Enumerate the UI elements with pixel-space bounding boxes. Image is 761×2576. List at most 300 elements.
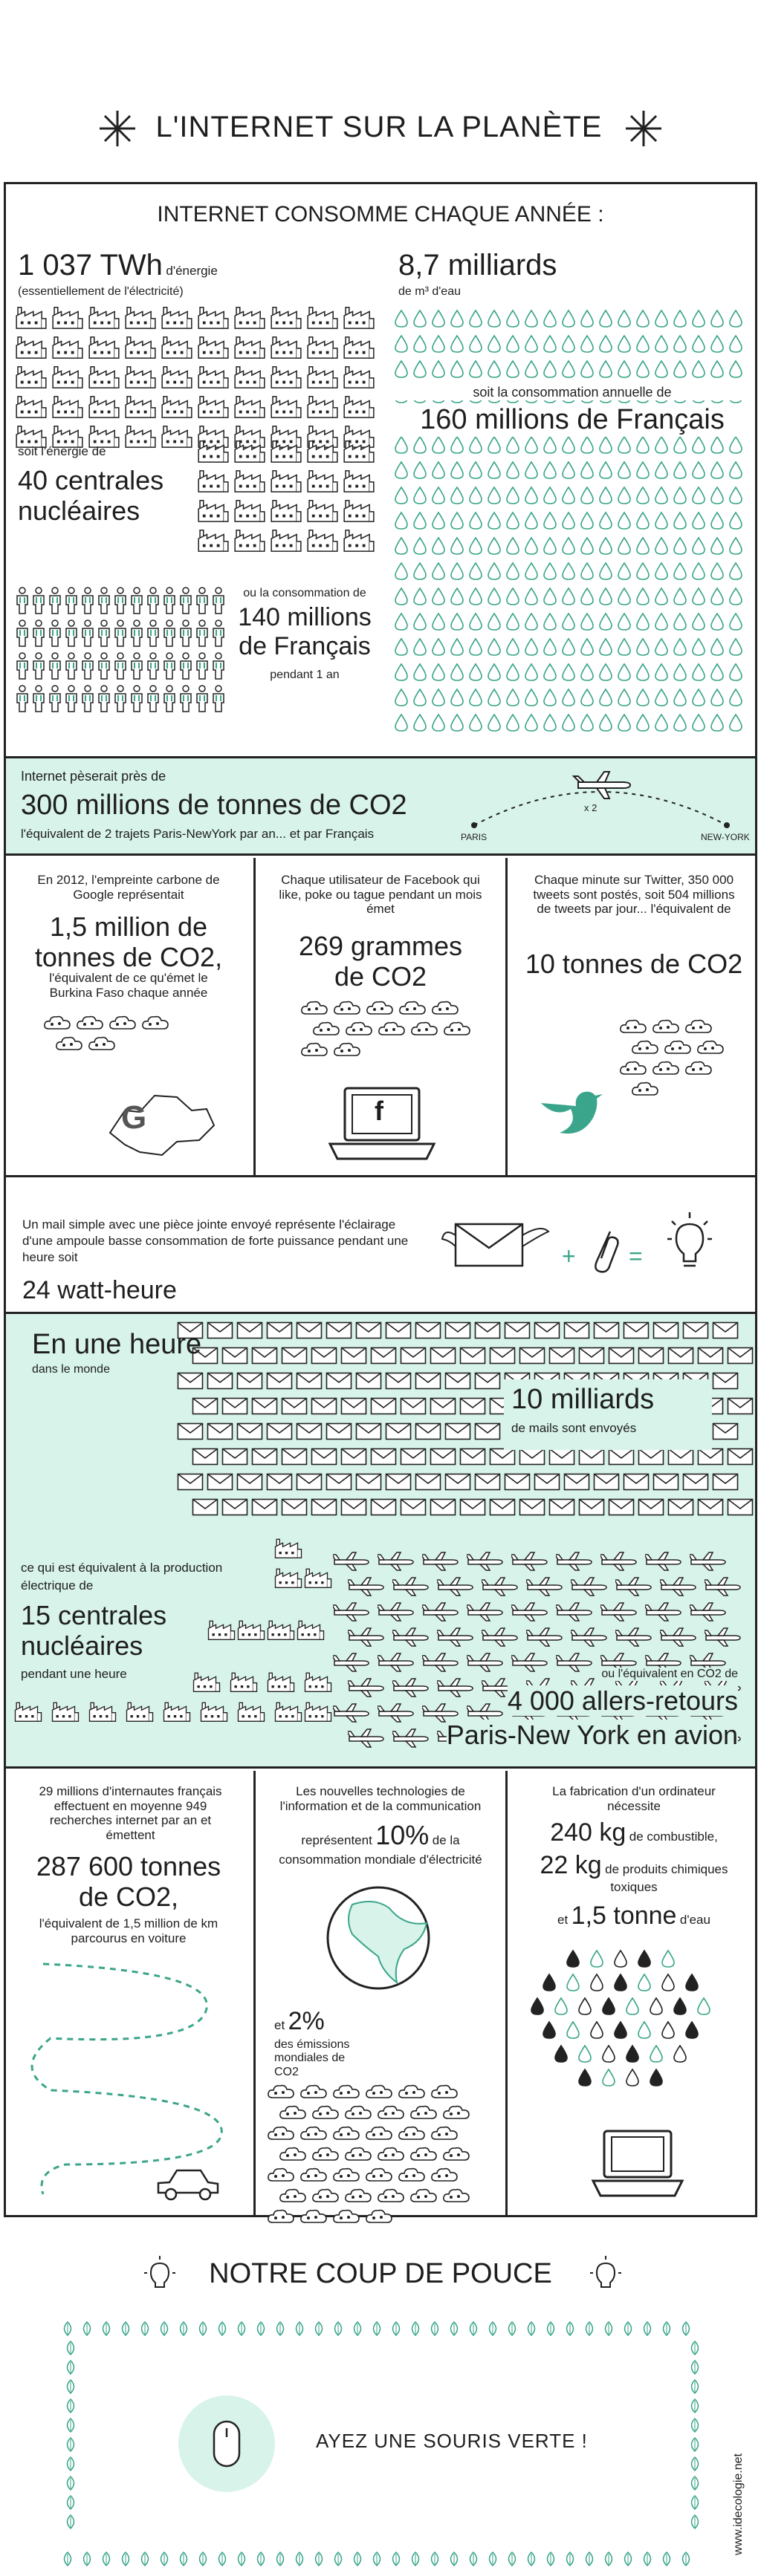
water-drop-icon	[654, 334, 669, 354]
factory-icon	[15, 305, 48, 330]
factory-icon	[343, 438, 375, 464]
water-drop-icon	[468, 612, 483, 631]
cloud-icon	[332, 2166, 360, 2182]
factory-icon	[197, 364, 230, 389]
water-drop-icon	[412, 637, 427, 657]
cloud-icon	[76, 1014, 104, 1030]
envelope-icon	[221, 1397, 248, 1415]
leaf-icon	[195, 2320, 211, 2337]
water-drop-icon	[691, 536, 706, 556]
envelope-icon	[236, 1473, 263, 1491]
water-drop-icon	[561, 562, 576, 581]
water-drop-icon	[635, 511, 650, 530]
water-drop-icon	[561, 688, 576, 707]
factory-icon	[51, 305, 84, 330]
co2-banner	[6, 756, 755, 856]
water-drop-icon	[728, 435, 743, 455]
envelope-icon	[177, 1372, 204, 1390]
cloud-icon	[311, 2187, 340, 2203]
water-drop-icon	[635, 713, 650, 732]
person-icon	[48, 619, 62, 648]
facebook-value: 269 grammes de CO2	[298, 931, 463, 992]
water-drop-icon	[431, 713, 446, 732]
water-drop-icon	[450, 309, 464, 328]
envelope-icon	[296, 1321, 323, 1339]
leaf-icon	[62, 2436, 79, 2453]
factory-icon	[233, 468, 266, 493]
hour-factory-grid	[6, 1544, 333, 1767]
envelope-icon	[370, 1397, 397, 1415]
water-drop-icon	[710, 511, 725, 530]
water-drop-icon	[487, 562, 502, 581]
leaf-icon	[62, 2340, 79, 2356]
hour-section	[6, 1312, 755, 1769]
water-drop-icon	[450, 688, 464, 707]
envelope-icon	[236, 1422, 263, 1440]
water-drop-icon	[710, 637, 725, 657]
envelope-icon	[548, 1347, 575, 1365]
water-drop-icon	[450, 637, 464, 657]
water-drop-icon	[673, 587, 687, 606]
cloud-icon	[109, 1014, 137, 1030]
water-drop-icon	[649, 1997, 664, 2016]
chem-value: 22 kg	[540, 1851, 602, 1879]
envelope-icon	[430, 1448, 456, 1466]
water-drop-icon	[598, 713, 613, 732]
leaf-icon	[291, 2320, 308, 2337]
co2-intro: Internet pèserait près de	[21, 769, 166, 784]
leaf-icon	[233, 2320, 250, 2337]
water-drop-icon	[431, 637, 446, 657]
water-drop-icon	[649, 2068, 664, 2087]
cloud-icon	[664, 1038, 692, 1055]
leaf-icon	[62, 2359, 79, 2375]
water-drop-icon	[505, 663, 520, 682]
envelope-icon	[311, 1448, 337, 1466]
factory-icon	[161, 305, 193, 330]
factory-icon	[88, 364, 120, 389]
envelope-icon	[489, 1347, 516, 1365]
envelope-icon	[340, 1448, 367, 1466]
envelope-icon	[385, 1321, 412, 1339]
twitter-text1: Chaque minute sur Twitter, 350 000 tweets sont postés, soit 504 millions de tweets par jour... l'équivalent de	[533, 873, 735, 917]
water-drop-icon	[580, 562, 595, 581]
cloud-icon	[88, 1035, 116, 1051]
water-drop-icon	[524, 587, 539, 606]
water-drop-icon	[561, 663, 576, 682]
envelope-icon	[281, 1347, 308, 1365]
water-drop-icon	[635, 587, 650, 606]
water-section	[394, 245, 751, 743]
water-drop-icon	[617, 486, 632, 505]
water-drop-icon	[412, 587, 427, 606]
factory-icon	[270, 394, 302, 419]
leaf-icon	[214, 2551, 230, 2567]
water-drop-icon	[580, 511, 595, 530]
water-unit: de m³ d'eau	[398, 285, 461, 298]
water-drop-icon	[543, 587, 557, 606]
envelope-icon	[459, 1448, 486, 1466]
cloud-icon	[398, 999, 427, 1015]
water-drop-icon	[468, 688, 483, 707]
water-drop-icon	[691, 688, 706, 707]
factory-icon	[197, 527, 230, 553]
factory-icon	[236, 1619, 266, 1641]
water-drop-icon	[598, 334, 613, 354]
factory-icon	[306, 364, 339, 389]
water-drop-icon	[487, 511, 502, 530]
person-icon	[15, 652, 30, 680]
water-drop-icon	[468, 511, 483, 530]
factory-icon	[161, 334, 193, 360]
water-drop-icon	[617, 435, 632, 455]
cloud-icon	[299, 2083, 328, 2099]
person-icon	[31, 619, 46, 648]
water-drop-icon	[431, 360, 446, 379]
leaf-icon	[523, 2551, 540, 2567]
envelope-icon	[593, 1321, 620, 1339]
water-drop-icon	[691, 587, 706, 606]
water-drop-icon	[505, 612, 520, 631]
cloud-icon	[378, 1020, 406, 1036]
envelope-icon	[652, 1321, 679, 1339]
water-drop-icon	[613, 1949, 628, 1968]
water-drop-icon	[598, 612, 613, 631]
water-drop-icon	[598, 511, 613, 530]
water-drop-icon	[580, 612, 595, 631]
cloud-icon	[409, 2104, 438, 2120]
water-drop-icon	[580, 486, 595, 505]
leaf-icon	[446, 2551, 462, 2567]
paris-label: PARIS	[461, 832, 488, 842]
water-drop-icon	[412, 461, 427, 480]
water-drop-icon	[617, 360, 632, 379]
envelope-icon	[727, 1397, 754, 1415]
leaf-icon	[465, 2551, 482, 2567]
airplane-icon	[378, 1703, 415, 1723]
factory-icon	[15, 364, 48, 389]
factory-icon	[51, 1700, 80, 1723]
water-drop-icon	[505, 486, 520, 505]
airplane-icon	[333, 1703, 370, 1723]
person-icon	[162, 619, 177, 648]
factory-icon	[270, 364, 302, 389]
leaf-icon	[687, 2436, 703, 2453]
leaf-icon	[427, 2551, 443, 2567]
person-icon	[178, 619, 193, 648]
factory-icon	[303, 1671, 333, 1693]
search-value: 287 600 tonnes de CO2,	[36, 1851, 221, 1913]
water-drop-icon	[601, 1997, 616, 2016]
envelope-icon	[638, 1448, 664, 1466]
cloud-icon	[141, 1014, 169, 1030]
factory-icon	[266, 1671, 296, 1693]
cloud-icon	[684, 1018, 713, 1034]
envelope-icon	[623, 1321, 650, 1339]
water-drop-icon	[617, 612, 632, 631]
envelope-icon	[727, 1448, 754, 1466]
envelope-icon	[415, 1473, 441, 1491]
water-drop-icon	[487, 713, 502, 732]
leaf-icon	[543, 2320, 559, 2337]
hour-title: En une heure	[32, 1329, 202, 1360]
person-icon	[64, 652, 79, 680]
water-drop-icon	[450, 486, 464, 505]
energy-equiv-intro: soit l'énergie de	[18, 444, 106, 458]
cloud-icon	[333, 999, 361, 1015]
mail-text: Un mail simple avec une pièce jointe envoyé représente l'éclairage d'une ampoule basse consommation de forte puissance pendant une heure soit	[22, 1217, 409, 1265]
water-drop-icon	[617, 511, 632, 530]
water-drop-icon	[589, 2020, 604, 2040]
water-drop-icon	[394, 536, 409, 556]
ntic-pct1: 10%	[375, 1820, 430, 1850]
factory-icon	[13, 1700, 43, 1723]
water-drop-icon	[505, 435, 520, 455]
water-drop-icon	[450, 461, 464, 480]
water-drop-icon	[468, 637, 483, 657]
factory-icon	[207, 1619, 236, 1641]
factory-icon	[233, 394, 266, 419]
cloud-icon	[619, 1059, 647, 1076]
water-drop-icon	[728, 536, 743, 556]
leaf-icon	[117, 2320, 134, 2337]
person-icon	[97, 587, 111, 615]
factory-icon	[199, 1700, 229, 1723]
leaf-icon	[687, 2456, 703, 2472]
water-drop-icon	[561, 461, 576, 480]
person-icon	[211, 685, 226, 713]
factory-icon	[306, 394, 339, 419]
cloud-icon	[398, 2083, 426, 2099]
airplane-icon	[348, 1678, 385, 1697]
water-drop-icon	[468, 587, 483, 606]
envelope-icon	[192, 1397, 218, 1415]
person-icon	[146, 652, 161, 680]
cloud-icon	[299, 2166, 328, 2182]
water-drop-icon	[613, 1973, 628, 1992]
water-drop-icon	[635, 461, 650, 480]
water-drop-icon	[691, 486, 706, 505]
energy-amount: 1 037 TWh	[18, 249, 163, 282]
water-drop-icon	[394, 637, 409, 657]
water-drop-icon	[543, 713, 557, 732]
water-drop-icon	[654, 663, 669, 682]
cloud-icon	[430, 2083, 459, 2099]
envelope-icon	[266, 1422, 293, 1440]
water-drop-icon	[654, 435, 669, 455]
water-drop-icon	[654, 637, 669, 657]
airplane-icon	[600, 1602, 638, 1622]
facebook-logo: f	[375, 1096, 383, 1126]
water-drop-icon	[580, 435, 595, 455]
leaf-icon	[62, 2398, 79, 2414]
water-drop-icon	[431, 511, 446, 530]
envelope-icon	[444, 1321, 471, 1339]
water-drop-icon	[654, 587, 669, 606]
envelope-icon	[519, 1347, 545, 1365]
factory-icon	[236, 1700, 266, 1723]
cloud-icon	[410, 1020, 438, 1036]
person-icon	[162, 685, 177, 713]
factory-icon	[266, 1619, 296, 1641]
water-drop-icon	[450, 334, 464, 354]
envelope-icon	[385, 1473, 412, 1491]
leaf-icon	[137, 2320, 153, 2337]
water-drop-icon	[673, 713, 687, 732]
water-drop-icon	[561, 334, 576, 354]
leaf-icon	[446, 2320, 462, 2337]
ntic-pct1-post: de la	[432, 1833, 460, 1847]
water-drop-icon	[598, 435, 613, 455]
water-drop-icon	[637, 1949, 652, 1968]
water-drop-icon	[394, 486, 409, 505]
leaf-border-left	[59, 2340, 82, 2548]
cloud-icon	[398, 2124, 426, 2141]
cloud-icon	[267, 2124, 295, 2141]
envelope-icon	[504, 1321, 531, 1339]
water-drop-icon	[450, 511, 464, 530]
airplane-icon	[333, 1653, 370, 1672]
factory-icon	[88, 334, 120, 360]
tip-bulb-right-icon	[587, 2254, 624, 2295]
water-drop-icon	[543, 663, 557, 682]
person-icon	[64, 619, 79, 648]
factory-icon	[197, 468, 230, 493]
envelope-icon	[355, 1473, 382, 1491]
water-drop-icon	[487, 536, 502, 556]
water-drop-icon	[617, 663, 632, 682]
person-icon	[129, 587, 144, 615]
water-unit-computer: d'eau	[679, 1913, 710, 1927]
water-drop-icon	[487, 486, 502, 505]
person-icon	[195, 652, 210, 680]
equals-sign: =	[629, 1243, 643, 1269]
envelope-icon	[221, 1448, 248, 1466]
leaf-icon	[349, 2551, 366, 2567]
water-drop-icon	[487, 587, 502, 606]
envelope-icon	[296, 1422, 323, 1440]
leaf-icon	[156, 2320, 172, 2337]
airplane-icon	[333, 1602, 370, 1622]
person-icon	[162, 652, 177, 680]
airplane-icon	[333, 1552, 370, 1571]
water-drop-icon	[543, 435, 557, 455]
airplane-icon	[600, 1552, 638, 1571]
hour-subtitle: dans le monde	[32, 1363, 110, 1376]
cloud-icon	[366, 999, 394, 1015]
water-drop-icon	[635, 562, 650, 581]
water-drop-icon	[543, 562, 557, 581]
water-drop-icon	[673, 309, 687, 328]
water-drop-icon	[468, 713, 483, 732]
factory-icon	[270, 468, 302, 493]
envelope-icon	[311, 1397, 337, 1415]
water-drop-icon	[468, 334, 483, 354]
water-drop-icon	[673, 511, 687, 530]
energy-unit: d'énergie	[166, 264, 218, 278]
water-drop-icon	[654, 511, 669, 530]
person-icon	[80, 652, 95, 680]
envelope-icon	[474, 1372, 501, 1390]
cloud-icon	[430, 2124, 459, 2141]
factory-icon	[197, 498, 230, 523]
water-drop-icon	[505, 562, 520, 581]
water-drop-icon	[710, 713, 725, 732]
water-drop-icon	[598, 688, 613, 707]
leaf-icon	[369, 2320, 385, 2337]
person-icon	[15, 587, 30, 615]
water-drop-icon	[431, 536, 446, 556]
envelope-icon	[296, 1473, 323, 1491]
envelope-icon	[385, 1372, 412, 1390]
envelope-icon	[667, 1498, 694, 1516]
water-drop-icon	[673, 688, 687, 707]
factory-icon	[233, 364, 266, 389]
three-column-row	[6, 858, 755, 1177]
water-drop-icon	[673, 435, 687, 455]
factory-icon	[161, 364, 193, 389]
factory-icon	[233, 527, 266, 553]
newyork-label: NEW-YORK	[701, 832, 750, 842]
leaf-icon	[687, 2494, 703, 2511]
airplane-icon	[556, 1552, 593, 1571]
leaf-icon	[620, 2551, 636, 2567]
ntic-text1: Les nouvelles technologies de l'information et de la communication	[279, 1784, 482, 1813]
envelope-icon	[563, 1473, 590, 1491]
airplane-icon	[378, 1653, 415, 1672]
leaf-icon	[98, 2320, 114, 2337]
person-icon	[80, 619, 95, 648]
water-drop-icon	[728, 713, 743, 732]
water-drop-icon	[728, 587, 743, 606]
envelope-icon	[326, 1473, 352, 1491]
factory-icon	[303, 1567, 333, 1589]
water-drop-icon	[394, 334, 409, 354]
water-drop-icon	[524, 486, 539, 505]
factory-icon	[88, 394, 120, 419]
person-icon	[31, 685, 46, 713]
envelope-icon	[578, 1498, 605, 1516]
factory-icon	[161, 394, 193, 419]
leaf-icon	[311, 2551, 327, 2567]
cloud-icon	[279, 2104, 307, 2120]
factory-icon	[15, 394, 48, 419]
water-drop-icon	[561, 612, 576, 631]
water-drop-icon	[728, 486, 743, 505]
leaf-icon	[639, 2551, 655, 2567]
airplane-icon	[348, 1627, 385, 1647]
cloud-icon	[442, 2104, 470, 2120]
water-drop-icon	[412, 663, 427, 682]
water-drop-icon	[524, 461, 539, 480]
envelope-icon	[697, 1498, 724, 1516]
water-drop-icon	[450, 562, 464, 581]
airplane-icon	[467, 1602, 504, 1622]
search-panel	[6, 1771, 253, 2215]
envelope-icon	[266, 1372, 293, 1390]
leaf-icon	[233, 2551, 250, 2567]
water-drop-icon	[468, 486, 483, 505]
co2-value: 300 millions de tonnes de CO2	[21, 790, 407, 821]
person-icon	[64, 587, 79, 615]
water-drop-icon	[394, 663, 409, 682]
airplane-icon	[348, 1728, 385, 1748]
mail-row	[6, 1180, 755, 1310]
google-logo: G	[121, 1099, 147, 1136]
water-drop-icon	[412, 360, 427, 379]
leaf-icon	[687, 2475, 703, 2491]
water-drop-icon	[635, 309, 650, 328]
